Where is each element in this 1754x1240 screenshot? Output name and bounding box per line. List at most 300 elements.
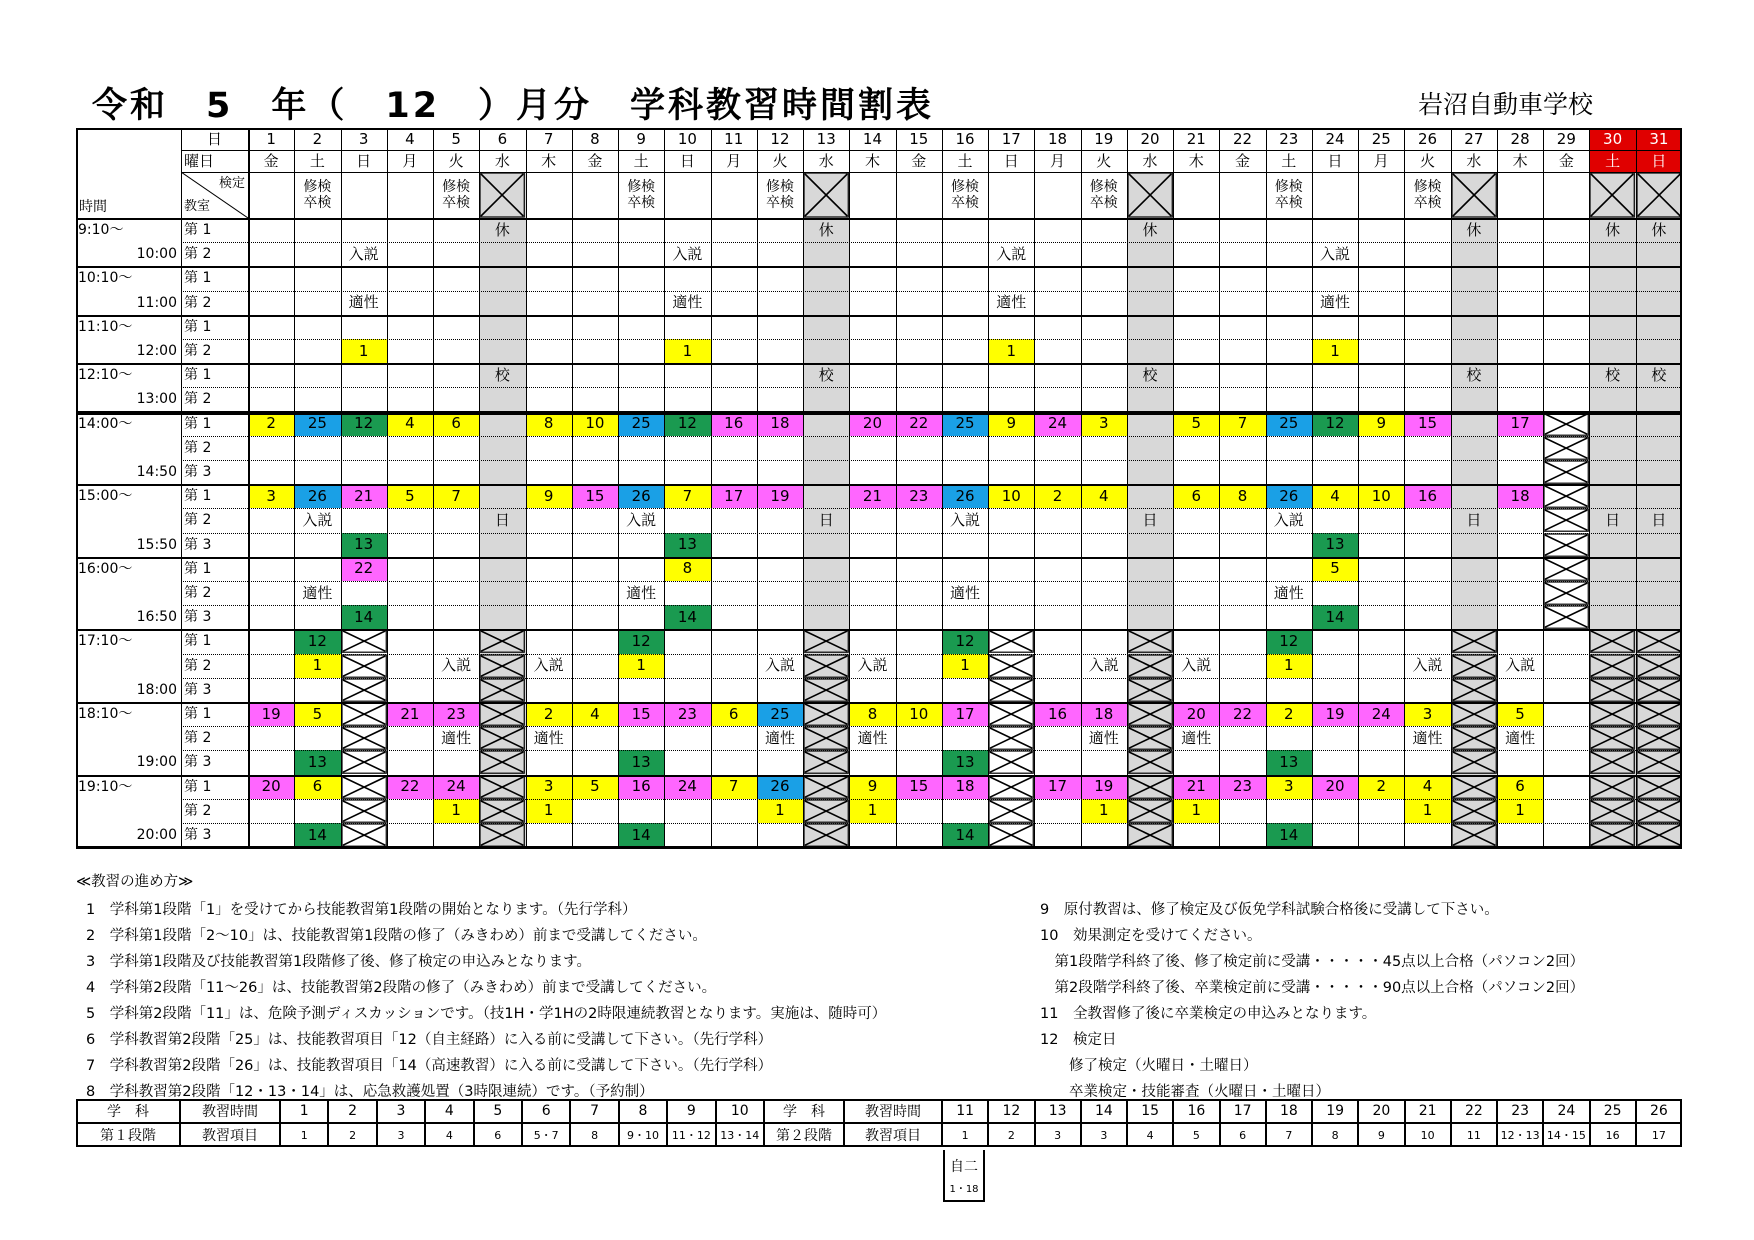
grid-line bbox=[181, 460, 1682, 461]
curriculum-border bbox=[76, 1099, 1682, 1147]
page-title: 令和 5 年（ 12 ）月分 学科教習時間割表 bbox=[92, 86, 935, 126]
lesson-cell: 16 bbox=[711, 412, 757, 436]
closed-mark bbox=[479, 750, 525, 774]
closed-mark bbox=[1636, 775, 1682, 799]
grid-line bbox=[76, 266, 1682, 268]
room-label: 第 1 bbox=[184, 778, 212, 795]
curriculum-cell: 9 bbox=[1358, 1123, 1404, 1147]
closed-mark bbox=[1636, 702, 1682, 726]
closed-mark bbox=[988, 654, 1034, 678]
lesson-cell: 13 bbox=[341, 533, 387, 557]
lesson-cell: 16 bbox=[1034, 702, 1080, 726]
closed-mark bbox=[479, 775, 525, 799]
day-number: 1 bbox=[266, 129, 276, 148]
room-label: 第 2 bbox=[184, 439, 212, 456]
room-label: 第 1 bbox=[184, 633, 212, 650]
note-item: 修了検定（火曜日・土曜日） bbox=[1040, 1058, 1258, 1074]
lesson-cell: 10 bbox=[988, 484, 1034, 508]
curriculum-cell: 3 bbox=[1035, 1123, 1081, 1147]
lesson-cell: 1 bbox=[757, 799, 803, 823]
closed-mark bbox=[1636, 823, 1682, 847]
lesson-cell: 入説 bbox=[857, 656, 888, 675]
holiday-text: 休 bbox=[494, 220, 510, 239]
lesson-cell: 25 bbox=[757, 702, 803, 726]
day-number: 3 bbox=[358, 129, 369, 148]
closed-kentei-mark bbox=[1127, 172, 1173, 218]
day-number: 29 bbox=[1556, 129, 1576, 148]
curriculum-cell: 15 bbox=[1127, 1099, 1173, 1123]
kentei-mark bbox=[1081, 172, 1127, 218]
lesson-cell: 入説 bbox=[672, 244, 703, 263]
lesson-cell: 4 bbox=[1081, 484, 1127, 508]
grid-line bbox=[387, 128, 388, 847]
grid-line bbox=[1497, 128, 1498, 847]
closed-mark bbox=[1636, 654, 1682, 678]
closed-mark bbox=[1451, 750, 1497, 774]
curriculum-cell: 教習時間 bbox=[180, 1099, 280, 1123]
lesson-cell: 入説 bbox=[1320, 244, 1351, 263]
grid-line bbox=[757, 128, 758, 847]
room-label: 第 1 bbox=[184, 560, 212, 577]
weekday: 日 bbox=[1636, 150, 1682, 172]
weekday: 月 bbox=[1049, 151, 1065, 170]
note-item: 9 原付教習は、修了検定及び仮免学科試験合格後に受講して下さい。 bbox=[1040, 902, 1499, 918]
lesson-cell: 12 bbox=[341, 412, 387, 436]
closed-mark bbox=[1636, 629, 1682, 653]
day-number: 28 bbox=[1510, 129, 1530, 148]
weekday: 金 bbox=[1558, 151, 1574, 170]
day-number: 26 bbox=[1418, 129, 1438, 148]
curriculum-cell: 2 bbox=[328, 1123, 376, 1147]
curriculum-cell: 2 bbox=[328, 1099, 376, 1123]
lesson-cell: 9 bbox=[526, 484, 572, 508]
time-start: 12:10～ bbox=[78, 367, 133, 384]
grid-line bbox=[76, 128, 78, 847]
lesson-cell: 1 bbox=[1404, 799, 1450, 823]
closed-mark bbox=[479, 702, 525, 726]
grid-line bbox=[1404, 128, 1405, 847]
curriculum-cell: 5 bbox=[474, 1099, 522, 1123]
kentei-mark bbox=[294, 172, 340, 218]
curriculum-cell: 学 科 bbox=[76, 1099, 180, 1123]
lesson-cell: 6 bbox=[711, 702, 757, 726]
lesson-cell: 9 bbox=[988, 412, 1034, 436]
lesson-cell: 21 bbox=[849, 484, 895, 508]
closed-mark bbox=[1127, 702, 1173, 726]
lesson-cell: 6 bbox=[294, 775, 340, 799]
lesson-cell: 入説 bbox=[626, 510, 657, 529]
closed-mark bbox=[1451, 775, 1497, 799]
lesson-cell: 5 bbox=[572, 775, 618, 799]
time-end: 10:00 bbox=[136, 246, 177, 263]
curriculum-cell: 10 bbox=[1405, 1123, 1451, 1147]
grid-line bbox=[1451, 128, 1452, 847]
curriculum-cell: 4 bbox=[425, 1099, 473, 1123]
kentei-shu: 修検 bbox=[1089, 178, 1118, 195]
day-number: 14 bbox=[862, 129, 883, 148]
lesson-cell: 7 bbox=[1219, 412, 1265, 436]
weekday: 水 bbox=[1142, 151, 1158, 170]
grid-line bbox=[341, 128, 342, 847]
holiday-text: 校 bbox=[1651, 365, 1667, 384]
room-label: 第 3 bbox=[184, 754, 212, 771]
closed-kentei-mark bbox=[479, 172, 525, 218]
weekday: 日 bbox=[1003, 151, 1019, 170]
lesson-cell: 15 bbox=[896, 775, 942, 799]
time-start: 16:00～ bbox=[78, 560, 133, 577]
weekday: 月 bbox=[726, 151, 742, 170]
closed-mark bbox=[1451, 702, 1497, 726]
grid-line bbox=[181, 436, 1682, 437]
kentei-mark bbox=[1404, 172, 1450, 218]
lesson-cell: 13 bbox=[664, 533, 710, 557]
curriculum-cell: 5 bbox=[1173, 1123, 1219, 1147]
lesson-cell: 25 bbox=[942, 412, 988, 436]
curriculum-cell: 11 bbox=[942, 1099, 988, 1123]
day-number: 21 bbox=[1186, 129, 1206, 148]
lesson-cell: 22 bbox=[896, 412, 942, 436]
lesson-cell: 15 bbox=[618, 702, 664, 726]
closed-mark bbox=[341, 799, 387, 823]
holiday-text: 日 bbox=[1466, 510, 1482, 529]
closed-mark bbox=[1543, 484, 1589, 508]
weekday: 木 bbox=[541, 151, 557, 170]
lesson-cell: 12 bbox=[1266, 629, 1312, 653]
room-label: 第 2 bbox=[184, 391, 212, 408]
day-number: 20 bbox=[1140, 129, 1160, 148]
lesson-cell: 適性 bbox=[1505, 728, 1536, 747]
lesson-cell: 1 bbox=[664, 339, 710, 363]
lesson-cell: 14 bbox=[618, 823, 664, 847]
weekday: 金 bbox=[911, 151, 927, 170]
curriculum-cell: 24 bbox=[1543, 1099, 1589, 1123]
lesson-cell: 18 bbox=[1081, 702, 1127, 726]
extra-label: 自二 bbox=[950, 1158, 978, 1175]
closed-mark bbox=[479, 823, 525, 847]
lesson-cell: 26 bbox=[294, 484, 340, 508]
grid-line bbox=[433, 128, 434, 847]
kentei-shu: 修検 bbox=[627, 178, 656, 195]
kentei-sotsu: 卒検 bbox=[442, 195, 471, 211]
lesson-cell: 4 bbox=[387, 412, 433, 436]
lesson-cell: 18 bbox=[1497, 484, 1543, 508]
note-item: 1 学科第1段階「1」を受けてから技能教習第1段階の開始となります。（先行学科） bbox=[86, 902, 637, 918]
curriculum-cell: 16 bbox=[1173, 1099, 1219, 1123]
closed-mark bbox=[988, 629, 1034, 653]
grid-line bbox=[849, 128, 850, 847]
lesson-cell: 1 bbox=[294, 654, 340, 678]
day-number: 2 bbox=[312, 129, 323, 148]
closed-mark bbox=[479, 799, 525, 823]
day-number: 22 bbox=[1232, 129, 1253, 148]
closed-mark bbox=[1543, 436, 1589, 460]
curriculum-cell: 12・13 bbox=[1497, 1123, 1543, 1147]
closed-mark bbox=[1127, 726, 1173, 750]
lesson-cell: 2 bbox=[1358, 775, 1404, 799]
lesson-cell: 24 bbox=[433, 775, 479, 799]
grid-line bbox=[181, 172, 1682, 173]
lesson-cell: 20 bbox=[1173, 702, 1219, 726]
grid-line bbox=[1127, 128, 1128, 847]
weekday: 水 bbox=[494, 151, 510, 170]
closed-kentei-mark bbox=[1589, 172, 1635, 218]
grid-line bbox=[76, 847, 1682, 849]
room-label: 第 2 bbox=[184, 343, 212, 360]
lesson-cell: 26 bbox=[1266, 484, 1312, 508]
day-number: 5 bbox=[451, 129, 461, 148]
holiday-text: 休 bbox=[1605, 220, 1621, 239]
room-label: 第 1 bbox=[184, 488, 212, 505]
kentei-shu: 修検 bbox=[303, 178, 332, 195]
lesson-cell: 適性 bbox=[949, 583, 980, 602]
weekday: 土 bbox=[1589, 150, 1635, 172]
lesson-cell: 2 bbox=[526, 702, 572, 726]
curriculum-cell: 14 bbox=[1081, 1099, 1127, 1123]
grid-line bbox=[1312, 128, 1313, 847]
closed-mark bbox=[1589, 799, 1635, 823]
grid-line bbox=[181, 605, 1682, 606]
curriculum-cell: 5・7 bbox=[522, 1123, 570, 1147]
day-number: 25 bbox=[1371, 129, 1391, 148]
room-label: 第 1 bbox=[184, 706, 212, 723]
grid-line bbox=[896, 128, 897, 847]
lesson-cell: 14 bbox=[1266, 823, 1312, 847]
closed-mark bbox=[1127, 678, 1173, 702]
lesson-cell: 14 bbox=[942, 823, 988, 847]
lesson-cell: 23 bbox=[664, 702, 710, 726]
weekday: 金 bbox=[1235, 151, 1251, 170]
curriculum-cell: 20 bbox=[1358, 1099, 1404, 1123]
kentei-sotsu: 卒検 bbox=[303, 195, 332, 211]
weekday: 日 bbox=[356, 151, 372, 170]
lesson-cell: 21 bbox=[1173, 775, 1219, 799]
lesson-cell: 10 bbox=[1358, 484, 1404, 508]
holiday-text: 休 bbox=[818, 220, 834, 239]
grid-line bbox=[294, 128, 295, 847]
closed-mark bbox=[341, 654, 387, 678]
lesson-cell: 18 bbox=[757, 412, 803, 436]
lesson-cell: 22 bbox=[1219, 702, 1265, 726]
curriculum-cell: 21 bbox=[1405, 1099, 1451, 1123]
lesson-cell: 1 bbox=[942, 654, 988, 678]
day-number: 24 bbox=[1325, 129, 1345, 148]
time-start: 19:10～ bbox=[78, 778, 133, 795]
closed-mark bbox=[1543, 605, 1589, 629]
grid-line bbox=[76, 128, 1682, 130]
time-start: 14:00～ bbox=[78, 415, 133, 432]
grid-line bbox=[664, 128, 665, 847]
note-item: 2 学科第1段階「2～10」は、技能教習第1段階の修了（みきわめ）前まで受講してください。 bbox=[86, 928, 707, 944]
lesson-cell: 適性 bbox=[441, 728, 472, 747]
room-label: 第 1 bbox=[184, 318, 212, 335]
lesson-cell: 適性 bbox=[1412, 728, 1443, 747]
kentei-shu: 修検 bbox=[765, 178, 794, 195]
closed-mark bbox=[803, 654, 849, 678]
room-label: 第 3 bbox=[184, 827, 212, 844]
lesson-cell: 24 bbox=[1358, 702, 1404, 726]
lesson-cell: 12 bbox=[1312, 412, 1358, 436]
day-number: 17 bbox=[1001, 129, 1021, 148]
closed-mark bbox=[341, 629, 387, 653]
time-end: 16:50 bbox=[136, 609, 177, 626]
day-number: 30 bbox=[1589, 128, 1635, 150]
closed-mark bbox=[803, 823, 849, 847]
kentei-sotsu: 卒検 bbox=[627, 195, 656, 211]
lesson-cell: 1 bbox=[1312, 339, 1358, 363]
note-item: 第2段階学科終了後、卒業検定前に受講・・・・・90点以上合格（パソコン2回） bbox=[1040, 980, 1585, 996]
closed-mark bbox=[1589, 702, 1635, 726]
grid-line bbox=[1034, 128, 1035, 847]
lesson-cell: 入説 bbox=[348, 244, 379, 263]
grid-line bbox=[1266, 128, 1267, 847]
lesson-cell: 8 bbox=[526, 412, 572, 436]
lesson-cell: 25 bbox=[618, 412, 664, 436]
lesson-cell: 17 bbox=[942, 702, 988, 726]
kentei-label: 検定 bbox=[218, 176, 245, 191]
lesson-cell: 入説 bbox=[949, 510, 980, 529]
closed-mark bbox=[988, 775, 1034, 799]
lesson-cell: 4 bbox=[572, 702, 618, 726]
lesson-cell: 6 bbox=[1497, 775, 1543, 799]
time-end: 13:00 bbox=[136, 391, 177, 408]
grid-line bbox=[181, 654, 1682, 655]
day-number: 9 bbox=[636, 129, 646, 148]
time-start: 9:10～ bbox=[78, 222, 124, 239]
lesson-cell: 13 bbox=[1312, 533, 1358, 557]
curriculum-cell: 教習項目 bbox=[180, 1123, 280, 1147]
grid-line bbox=[76, 557, 1682, 559]
note-item: 11 全教習修了後に卒業検定の申込みとなります。 bbox=[1040, 1006, 1377, 1022]
closed-mark bbox=[1589, 750, 1635, 774]
lesson-cell: 入説 bbox=[1088, 656, 1119, 675]
grid-line bbox=[1358, 128, 1359, 847]
grid-line bbox=[479, 128, 480, 847]
lesson-cell: 8 bbox=[849, 702, 895, 726]
holiday-text: 校 bbox=[494, 365, 510, 384]
grid-line bbox=[181, 242, 1682, 243]
curriculum-cell: 13 bbox=[1035, 1099, 1081, 1123]
day-number: 27 bbox=[1464, 129, 1484, 148]
closed-mark bbox=[803, 750, 849, 774]
curriculum-cell: 1 bbox=[280, 1099, 328, 1123]
grid-line bbox=[248, 128, 250, 847]
lesson-cell: 入説 bbox=[996, 244, 1027, 263]
curriculum-cell: 14・15 bbox=[1543, 1123, 1589, 1147]
grid-line bbox=[1636, 128, 1637, 847]
grid-line bbox=[803, 128, 804, 847]
curriculum-cell: 22 bbox=[1451, 1099, 1497, 1123]
lesson-cell: 26 bbox=[618, 484, 664, 508]
lesson-cell: 15 bbox=[572, 484, 618, 508]
lesson-cell: 3 bbox=[1404, 702, 1450, 726]
curriculum-cell: 10 bbox=[716, 1099, 764, 1123]
curriculum-cell: 学 科 bbox=[764, 1099, 844, 1123]
closed-mark bbox=[803, 629, 849, 653]
time-end: 11:00 bbox=[136, 294, 177, 311]
room-label: 第 3 bbox=[184, 536, 212, 553]
curriculum-cell: 1 bbox=[942, 1123, 988, 1147]
time-end: 18:00 bbox=[136, 681, 177, 698]
note-item: 第1段階学科終了後、修了検定前に受講・・・・・45点以上合格（パソコン2回） bbox=[1040, 954, 1585, 970]
kentei-mark bbox=[433, 172, 479, 218]
weekday: 水 bbox=[818, 151, 834, 170]
lesson-cell: 4 bbox=[1404, 775, 1450, 799]
day-number: 13 bbox=[816, 129, 836, 148]
grid-line bbox=[618, 128, 619, 847]
lesson-cell: 16 bbox=[1404, 484, 1450, 508]
lesson-cell: 20 bbox=[248, 775, 294, 799]
closed-mark bbox=[1451, 678, 1497, 702]
grid-line bbox=[181, 726, 1682, 727]
note-item: 卒業検定・技能審査（火曜日・土曜日） bbox=[1040, 1084, 1330, 1100]
room-label: 第 2 bbox=[184, 512, 212, 529]
lesson-cell: 適性 bbox=[348, 293, 379, 312]
curriculum-cell: 11 bbox=[1451, 1123, 1497, 1147]
closed-mark bbox=[803, 702, 849, 726]
grid-line bbox=[181, 291, 1682, 292]
closed-mark bbox=[1451, 726, 1497, 750]
lesson-cell: 22 bbox=[341, 557, 387, 581]
lesson-cell: 適性 bbox=[626, 583, 657, 602]
lesson-cell: 7 bbox=[664, 484, 710, 508]
holiday-text: 校 bbox=[1605, 365, 1621, 384]
lesson-cell: 14 bbox=[1312, 605, 1358, 629]
curriculum-cell: 3 bbox=[1081, 1123, 1127, 1147]
curriculum-cell: 9 bbox=[667, 1099, 715, 1123]
lesson-cell: 1 bbox=[1497, 799, 1543, 823]
lesson-cell: 3 bbox=[1266, 775, 1312, 799]
closed-mark bbox=[988, 678, 1034, 702]
closed-mark bbox=[988, 799, 1034, 823]
weekday: 金 bbox=[587, 151, 603, 170]
lesson-cell: 入説 bbox=[1412, 656, 1443, 675]
kyoshitsu-label: 教室 bbox=[184, 199, 211, 214]
lesson-cell: 14 bbox=[341, 605, 387, 629]
lesson-cell: 14 bbox=[664, 605, 710, 629]
closed-mark bbox=[1451, 654, 1497, 678]
note-item: 5 学科第2段階「11」は、危険予測ディスカッションです。（技1H・学1Hの2時限連続教習となります。実施は、随時可） bbox=[86, 1006, 887, 1022]
lesson-cell: 10 bbox=[896, 702, 942, 726]
lesson-cell: 2 bbox=[248, 412, 294, 436]
lesson-cell: 1 bbox=[1173, 799, 1219, 823]
kentei-sotsu: 卒検 bbox=[1413, 195, 1442, 211]
grid-line bbox=[572, 128, 573, 847]
holiday-text: 校 bbox=[818, 365, 834, 384]
kentei-mark bbox=[618, 172, 664, 218]
weekday: 土 bbox=[309, 151, 325, 170]
note-item: 10 効果測定を受けてください。 bbox=[1040, 928, 1262, 944]
curriculum-cell: 17 bbox=[1636, 1123, 1682, 1147]
lesson-cell: 22 bbox=[387, 775, 433, 799]
lesson-cell: 19 bbox=[1081, 775, 1127, 799]
weekday: 土 bbox=[957, 151, 973, 170]
lesson-cell: 19 bbox=[248, 702, 294, 726]
lesson-cell: 9 bbox=[849, 775, 895, 799]
lesson-cell: 9 bbox=[1358, 412, 1404, 436]
room-label: 第 3 bbox=[184, 609, 212, 626]
kentei-shu: 修検 bbox=[442, 178, 471, 195]
lesson-cell: 2 bbox=[1266, 702, 1312, 726]
jikan-label: 時間 bbox=[79, 198, 107, 215]
closed-mark bbox=[341, 823, 387, 847]
lesson-cell: 6 bbox=[433, 412, 479, 436]
closed-mark bbox=[341, 726, 387, 750]
lesson-cell: 12 bbox=[618, 629, 664, 653]
weekday: 火 bbox=[1096, 151, 1112, 170]
closed-mark bbox=[479, 678, 525, 702]
day-number: 8 bbox=[590, 129, 600, 148]
time-start: 15:00～ bbox=[78, 488, 133, 505]
